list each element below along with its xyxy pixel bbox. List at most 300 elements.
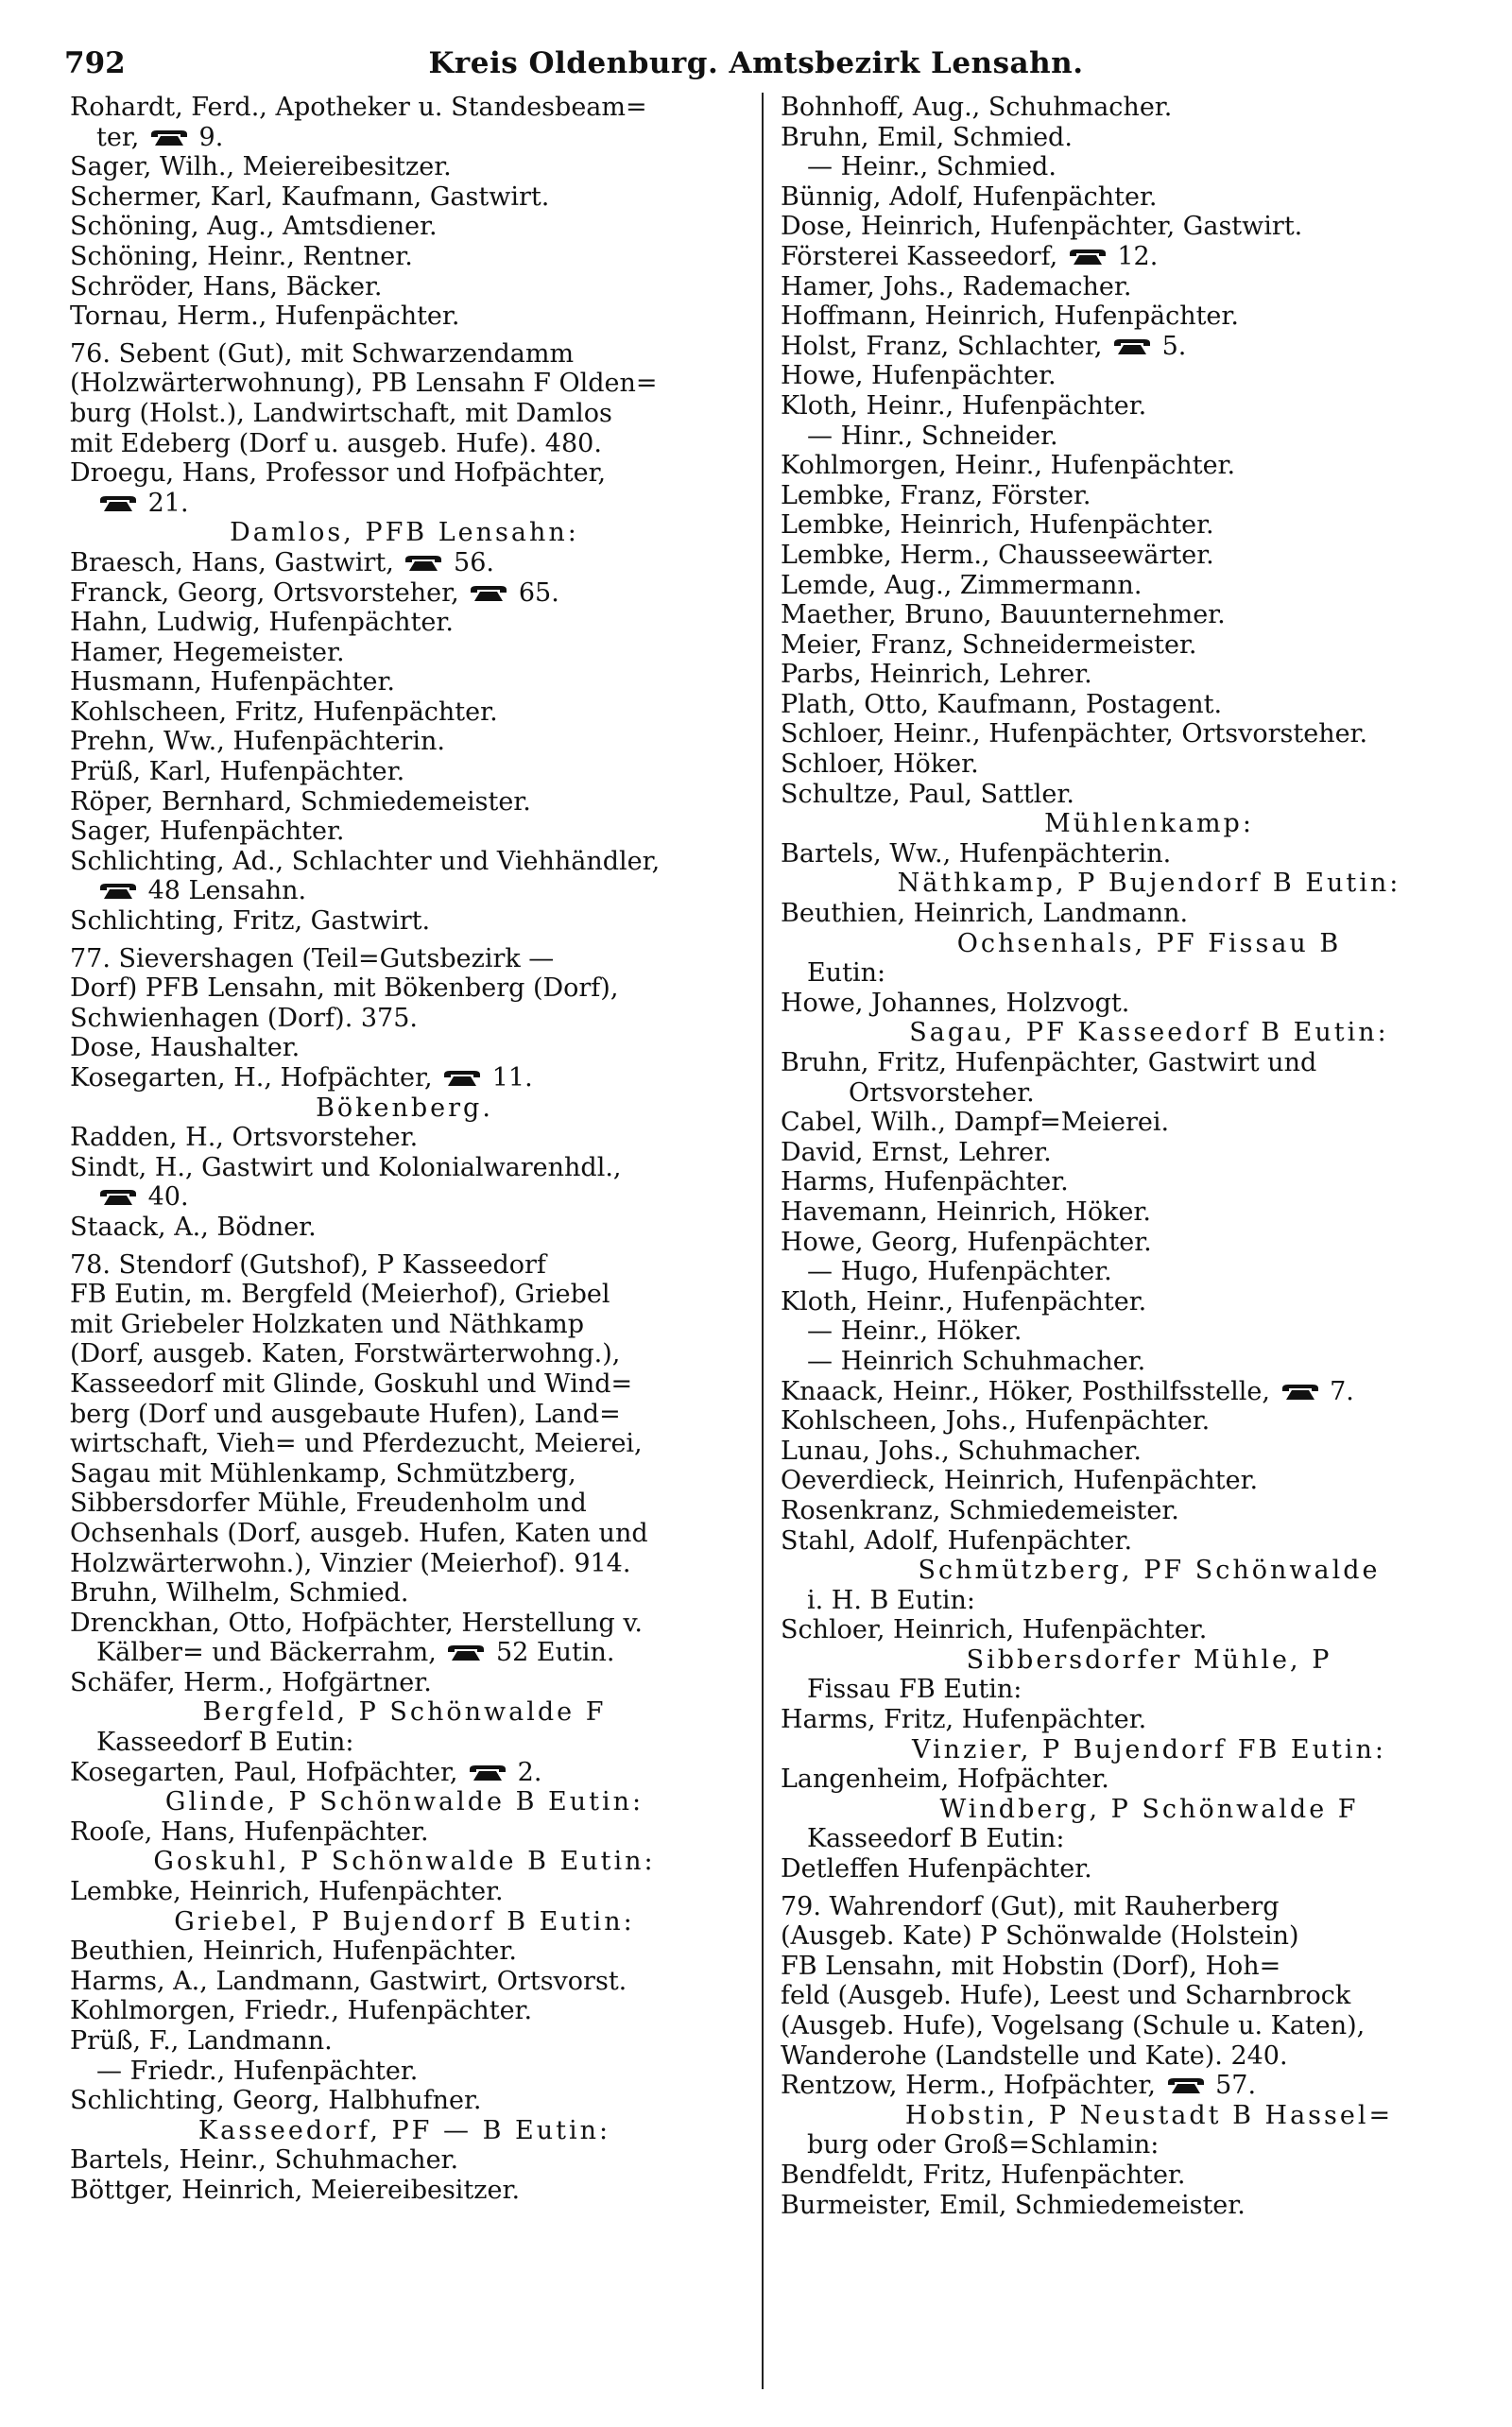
directory-line (70, 2176, 739, 2206)
telephone-icon (1068, 248, 1108, 267)
line-text: Sagau, PF Kasseedorf B Eutin: (909, 1018, 1389, 1048)
directory-line (70, 847, 739, 877)
line-text: Kohlscheen, Fritz, Hufenpächter. (70, 697, 498, 727)
directory-line (70, 1609, 739, 1639)
directory-line (781, 690, 1512, 720)
directory-line (781, 451, 1512, 481)
line-text: Schöning, Aug., Amtsdiener. (70, 212, 438, 242)
telephone-icon (469, 584, 508, 603)
directory-line (781, 2160, 1512, 2191)
directory-line (70, 301, 739, 332)
directory-line (70, 1668, 739, 1698)
line-text: Husmann, Hufenpächter. (70, 667, 395, 697)
directory-line (70, 1459, 739, 1489)
right-column (781, 93, 1512, 2399)
line-text: Rooſe, Hans, Hufenpächter. (70, 1816, 429, 1847)
line-text: (Ausgeb. Kate) P Schönwalde (Holstein) (781, 1921, 1299, 1952)
directory-line (70, 242, 739, 272)
line-text: Rentzow, Herm., Hofpächter, (781, 2071, 1164, 2101)
directory-line (781, 809, 1512, 839)
directory-line (781, 1854, 1512, 1885)
line-text: Radden, H., Ortsvorsteher. (70, 1123, 419, 1153)
directory-line (70, 757, 739, 787)
line-text: Schloer, Heinr., Hufenpächter, Ortsvorsteher. (781, 719, 1368, 749)
line-text: Fissau FB Eutin: (807, 1675, 1022, 1705)
line-text: Schloer, Heinrich, Hufenpächter. (781, 1615, 1208, 1645)
directory-line (781, 1795, 1512, 1825)
directory-line (70, 667, 739, 697)
line-text: 76. Sebent (Gut), mit Schwarzendamm (70, 338, 575, 369)
directory-line (70, 1213, 739, 1243)
directory-line (70, 2116, 739, 2146)
line-text: Glinde, P Schönwalde B Eutin: (164, 1787, 644, 1817)
directory-line (781, 1556, 1512, 1586)
telephone-icon (1166, 2076, 1206, 2095)
directory-line (781, 1108, 1512, 1138)
telephone-icon (149, 129, 189, 147)
line-text: Schlichting, Ad., Schlachter und Viehhändler, (70, 846, 661, 876)
directory-line (70, 1033, 739, 1063)
directory-line (781, 1167, 1512, 1197)
line-text: — Heinr., Schmied. (807, 152, 1057, 182)
directory-line (70, 1182, 739, 1213)
line-text: Sager, Hufenpächter. (70, 817, 345, 847)
line-text: Prehn, Ww., Hufenpächterin. (70, 727, 445, 757)
line-text: Bartels, Heinr., Schuhmacher. (70, 2145, 459, 2176)
line-text: Kloth, Heinr., Hufenpächter. (781, 1286, 1147, 1317)
line-text: Hoffmann, Heinrich, Hufenpächter. (781, 301, 1239, 332)
directory-line (70, 787, 739, 818)
line-text: Schermer, Karl, Kaufmann, Gastwirt. (70, 181, 550, 212)
line-text: Schloer, Höker. (781, 749, 979, 780)
line-text: Kohlscheen, Johs., Hufenpächter. (781, 1406, 1211, 1437)
directory-line (70, 973, 739, 1004)
line-text: Burmeister, Emil, Schmiedemeister. (781, 2190, 1246, 2220)
directory-line (781, 1675, 1512, 1705)
directory-line (781, 541, 1512, 571)
directory-line (781, 422, 1512, 452)
line-text: Howe, Hufenpächter. (781, 361, 1057, 391)
directory-line (781, 1437, 1512, 1467)
phone-number: 65. (510, 577, 559, 608)
page-number: 792 (64, 46, 126, 80)
directory-line (70, 152, 739, 182)
directory-line (70, 1877, 739, 1907)
line-text: Lunau, Johs., Schuhmacher. (781, 1436, 1142, 1466)
line-text: Bartels, Ww., Hufenpächterin. (781, 838, 1172, 869)
line-text: Lembke, Heinrich, Hufenpächter. (781, 510, 1214, 541)
line-text: Holst, Franz, Schlachter, (781, 331, 1111, 361)
directory-line (781, 1048, 1512, 1078)
line-text: Schröder, Hans, Bäcker. (70, 271, 383, 301)
line-text: Kosegarten, H., Hofpächter, (70, 1063, 441, 1093)
line-text: mit Edeberg (Dorf u. ausgeb. Hufe). 480. (70, 428, 602, 458)
directory-line (70, 182, 739, 213)
line-text: Bergfeld, P Schönwalde F (202, 1697, 607, 1728)
directory-line (781, 1406, 1512, 1437)
line-text: David, Ernst, Lehrer. (781, 1137, 1052, 1167)
directory-line (781, 1257, 1512, 1287)
line-text: Harms, Hufenpächter. (781, 1167, 1069, 1197)
line-text: Hamer, Johs., Rademacher. (781, 271, 1132, 301)
line-text: Kasseedorf, PF — B Eutin: (198, 2115, 611, 2145)
line-text: Damlos, PFB Lensahn: (230, 518, 579, 548)
line-text: (Dorf, ausgeb. Katen, Forstwärterwohng.), (70, 1339, 621, 1369)
directory-line (70, 876, 739, 906)
line-text: Rosenkranz, Schmiedemeister. (781, 1495, 1179, 1525)
directory-line (781, 1705, 1512, 1735)
directory-line (70, 458, 739, 489)
directory-line (781, 332, 1512, 362)
line-text: Kloth, Heinr., Hufenpächter. (781, 390, 1147, 421)
directory-line (781, 1586, 1512, 1616)
directory-line (781, 481, 1512, 511)
directory-line (70, 608, 739, 638)
line-text: Bendfeldt, Fritz, Hufenpächter. (781, 2160, 1186, 2190)
line-text: Oeverdieck, Heinrich, Hufenpächter. (781, 1466, 1259, 1496)
telephone-icon (1112, 337, 1152, 356)
directory-line (781, 780, 1512, 810)
line-text: Windberg, P Schönwalde F (939, 1794, 1359, 1824)
line-text: — Heinrich Schuhmacher. (807, 1346, 1146, 1376)
line-text: Drenckhan, Otto, Hofpächter, Herstellung v. (70, 1608, 643, 1638)
line-text: (Ausgeb. Hufe), Vogelsang (Schule u. Katen), (781, 2011, 1366, 2040)
directory-line (70, 1967, 739, 1997)
directory-line (70, 906, 739, 937)
line-text: Schöning, Heinr., Rentner. (70, 241, 413, 271)
directory-line (781, 2011, 1512, 2041)
directory-line (781, 989, 1512, 1019)
directory-line (781, 1645, 1512, 1676)
line-text: Lemde, Aug., Zimmermann. (781, 570, 1143, 600)
directory-line (70, 1519, 739, 1549)
line-text: Beuthien, Heinrich, Landmann. (781, 899, 1189, 929)
telephone-icon (404, 554, 443, 573)
directory-line (70, 2057, 739, 2087)
directory-line (70, 123, 739, 153)
directory-line (70, 272, 739, 302)
line-text: Böttger, Heinrich, Meiereibesitzer. (70, 2175, 521, 2205)
telephone-icon (468, 1764, 507, 1782)
page-header (60, 34, 1452, 93)
directory-line (70, 1489, 739, 1519)
line-text: Havemann, Heinrich, Höker. (781, 1196, 1151, 1227)
line-text: Bünnig, Adolf, Hufenpächter. (781, 181, 1158, 212)
directory-line (781, 1824, 1512, 1854)
phone-number: 48 Lensahn. (140, 876, 307, 906)
line-text: Meier, Franz, Schneidermeister. (781, 629, 1197, 660)
line-text: wirtschaft, Vieh= und Pferdezucht, Meierei, (70, 1429, 643, 1459)
directory-line (70, 1549, 739, 1579)
directory-line (70, 1907, 739, 1937)
line-text: Bohnhoff, Aug., Schuhmacher. (781, 93, 1173, 122)
directory-line (781, 2041, 1512, 2072)
line-text: Lembke, Heinrich, Hufenpächter. (70, 1877, 504, 1907)
directory-line (781, 1735, 1512, 1765)
directory-line (70, 1063, 739, 1093)
directory-line (781, 212, 1512, 242)
line-text: Kasseedorf mit Glinde, Goskuhl und Wind= (70, 1368, 633, 1399)
line-text: Maether, Bruno, Bauunternehmer. (781, 600, 1226, 630)
directory-line (781, 719, 1512, 749)
line-text: 78. Stendorf (Gutshof), P Kasseedorf (70, 1249, 546, 1280)
line-text: Franck, Georg, Ortsvorsteher, (70, 577, 468, 608)
directory-line (70, 2026, 739, 2057)
directory-line (70, 2086, 739, 2116)
phone-number: 57. (1207, 2071, 1257, 2101)
line-text: Wanderohe (Landstelle und Kate). 240. (781, 2040, 1288, 2071)
line-text: Droegu, Hans, Professor und Hofpächter, (70, 458, 607, 489)
line-text: Näthkamp, P Bujendorf B Eutin: (897, 869, 1401, 899)
directory-line (70, 1369, 739, 1400)
line-text: mit Griebeler Holzkaten und Näthkamp (70, 1309, 584, 1339)
line-text: Sager, Wilh., Meiereibesitzer. (70, 152, 452, 182)
phone-number: 21. (140, 488, 189, 518)
line-text: ter, (96, 122, 147, 152)
directory-line (70, 339, 739, 370)
line-text: Ochsenhals, PF Fissau B (956, 928, 1342, 958)
directory-line (781, 1466, 1512, 1496)
line-text: Goskuhl, P Schönwalde B Eutin: (153, 1847, 656, 1877)
directory-line (781, 1526, 1512, 1557)
phone-number: 9. (190, 122, 224, 152)
line-text: Schultze, Paul, Sattler. (781, 779, 1074, 809)
line-text: i. H. B Eutin: (807, 1585, 976, 1615)
directory-line (70, 1280, 739, 1310)
directory-line (70, 578, 739, 609)
line-text: Plath, Otto, Kaufmann, Postagent. (781, 689, 1223, 719)
line-text: Stahl, Adolf, Hufenpächter. (781, 1525, 1133, 1556)
text-columns (60, 93, 1452, 2399)
directory-line (70, 93, 739, 123)
line-text: Mühlenkamp: (1044, 809, 1254, 839)
line-text: Schäfer, Herm., Hofgärtner. (70, 1667, 432, 1697)
directory-line (781, 123, 1512, 153)
directory-line (781, 1892, 1512, 1922)
line-text: Schmützberg, PF Schönwalde (918, 1556, 1381, 1586)
directory-line (70, 489, 739, 519)
directory-line (781, 869, 1512, 899)
directory-line (781, 749, 1512, 780)
line-text: Sagau mit Mühlenkamp, Schmützberg, (70, 1458, 576, 1489)
directory-line (70, 727, 739, 757)
directory-line (781, 2130, 1512, 2160)
line-text: Kohlmorgen, Friedr., Hufenpächter. (70, 1996, 533, 2026)
directory-line (781, 1197, 1512, 1228)
directory-line (781, 839, 1512, 869)
telephone-icon (98, 882, 138, 901)
directory-line (781, 1287, 1512, 1317)
directory-line (70, 1847, 739, 1877)
directory-line (781, 1615, 1512, 1645)
directory-line (781, 600, 1512, 630)
directory-line (781, 272, 1512, 302)
directory-line (781, 93, 1512, 123)
line-text: Schlichting, Fritz, Gastwirt. (70, 906, 431, 937)
telephone-icon (442, 1069, 482, 1088)
line-text: Harms, Fritz, Hufenpächter. (781, 1705, 1147, 1735)
line-text: Braesch, Hans, Gastwirt, (70, 547, 403, 577)
directory-line (70, 1996, 739, 2026)
line-text: Prüß, Karl, Hufenpächter. (70, 757, 405, 787)
directory-line (781, 242, 1512, 272)
line-text: Staack, A., Bödner. (70, 1212, 317, 1242)
line-text: burg oder Groß=Schlamin: (807, 2130, 1160, 2160)
phone-number: 7. (1321, 1376, 1354, 1406)
line-text: — Hinr., Schneider. (807, 421, 1058, 451)
directory-line (781, 571, 1512, 601)
line-text: berg (Dorf und ausgebaute Hufen), Land= (70, 1399, 621, 1429)
directory-line (781, 899, 1512, 929)
directory-line (70, 1578, 739, 1609)
line-text: — Heinr., Höker. (807, 1317, 1022, 1347)
directory-line (70, 212, 739, 242)
directory-line (781, 2191, 1512, 2221)
line-text: Vinzier, P Bujendorf FB Eutin: (912, 1734, 1386, 1764)
directory-line (70, 1004, 739, 1034)
phone-number: 56. (445, 547, 494, 577)
directory-line (781, 630, 1512, 661)
line-text: Sibbersdorfer Mühle, Freudenholm und (70, 1489, 587, 1519)
line-text: Bökenberg. (316, 1093, 493, 1123)
directory-line (781, 1228, 1512, 1258)
line-text: feld (Ausgeb. Hufe), Leest und Scharnbrock (781, 1981, 1351, 2011)
line-text: 79. Wahrendorf (Gut), mit Rauherberg (781, 1891, 1280, 1921)
directory-line (781, 1764, 1512, 1795)
line-text: Kasseedorf B Eutin: (96, 1728, 354, 1758)
line-text: Hahn, Ludwig, Hufenpächter. (70, 608, 454, 638)
directory-line (781, 1317, 1512, 1347)
line-text: Harms, A., Landmann, Gastwirt, Ortsvorst. (70, 1966, 627, 1996)
phone-number: 5. (1154, 331, 1187, 361)
directory-line (70, 1936, 739, 1967)
directory-line (70, 1310, 739, 1340)
line-text: Lembke, Franz, Förster. (781, 480, 1091, 510)
directory-line (70, 1429, 739, 1459)
line-text: Howe, Georg, Hufenpächter. (781, 1227, 1152, 1257)
directory-line (781, 1018, 1512, 1048)
directory-line (781, 660, 1512, 690)
line-text: Sindt, H., Gastwirt und Kolonialwarenhdl., (70, 1152, 622, 1182)
phone-number: 2. (509, 1757, 542, 1787)
phone-number: 52 Eutin. (488, 1638, 615, 1668)
directory-line (781, 391, 1512, 422)
directory-line (70, 369, 739, 399)
directory-line (70, 1638, 739, 1668)
phone-number: 11. (484, 1063, 533, 1093)
directory-line (70, 1250, 739, 1281)
line-text: Försterei Kasseedorf, (781, 241, 1066, 271)
line-text: Lembke, Herm., Chausseewärter. (781, 540, 1214, 570)
directory-line (70, 518, 739, 548)
directory-line (70, 1153, 739, 1183)
line-text: Kasseedorf B Eutin: (807, 1824, 1065, 1854)
directory-line (70, 1817, 739, 1848)
line-text: Beuthien, Heinrich, Hufenpächter. (70, 1936, 517, 1967)
line-text: Kosegarten, Paul, Hofpächter, (70, 1757, 467, 1787)
line-text: Kohlmorgen, Heinr., Hufenpächter. (781, 451, 1236, 481)
directory-line (781, 1981, 1512, 2011)
line-text: Holzwärterwohn.), Vinzier (Meierhof). 914. (70, 1548, 631, 1578)
directory-line (781, 182, 1512, 213)
directory-line (70, 697, 739, 728)
line-text: Hamer, Hegemeister. (70, 637, 345, 667)
phone-number: 40. (140, 1182, 189, 1213)
directory-line (70, 1400, 739, 1430)
directory-line (781, 1377, 1512, 1407)
directory-line (70, 638, 739, 668)
line-text: Langenheim, Hofpächter. (781, 1764, 1109, 1795)
line-text: Dose, Haushalter. (70, 1033, 301, 1063)
line-text: Detleffen Hufenpächter. (781, 1854, 1092, 1885)
directory-line (70, 429, 739, 459)
line-text: Dorf) PFB Lensahn, mit Bökenberg (Dorf), (70, 973, 619, 1004)
directory-line (781, 1921, 1512, 1952)
line-text: Ochsenhals (Dorf, ausgeb. Hufen, Katen und (70, 1518, 648, 1548)
directory-line (70, 1728, 739, 1758)
directory-line (781, 1078, 1512, 1109)
line-text: Hobstin, P Neustadt B Hassel= (904, 2100, 1394, 2130)
line-text: burg (Holst.), Landwirtschaft, mit Damlos (70, 398, 612, 428)
telephone-icon (1280, 1383, 1320, 1402)
left-column (70, 93, 739, 2399)
line-text: Knaack, Heinr., Höker, Posthilfsstelle, (781, 1376, 1279, 1406)
telephone-icon (98, 1188, 138, 1207)
line-text: Howe, Johannes, Holzvogt. (781, 988, 1130, 1018)
directory-line (70, 2145, 739, 2176)
line-text: FB Eutin, m. Bergfeld (Meierhof), Griebel (70, 1280, 610, 1310)
directory-line (70, 1123, 739, 1153)
line-text: Sibbersdorfer Mühle, P (966, 1644, 1332, 1675)
directory-line (70, 817, 739, 847)
line-text: Ortsvorsteher. (849, 1077, 1035, 1108)
line-text: Griebel, P Bujendorf B Eutin: (174, 1906, 635, 1936)
line-text: Cabel, Wilh., Dampf=Meierei. (781, 1108, 1170, 1138)
line-text: — Friedr., Hufenpächter. (96, 2056, 419, 2086)
phone-number: 12. (1108, 241, 1159, 271)
directory-line (781, 929, 1512, 959)
telephone-icon (98, 494, 138, 513)
line-text: Schlichting, Georg, Halbhufner. (70, 2086, 482, 2116)
directory-line (781, 1138, 1512, 1168)
directory-line (781, 1496, 1512, 1526)
page-title: Kreis Oldenburg. Amtsbezirk Lensahn. (428, 46, 1084, 80)
line-text: Prüß, F., Landmann. (70, 2026, 333, 2056)
directory-line (70, 1093, 739, 1124)
directory-line (781, 1347, 1512, 1377)
telephone-icon (446, 1644, 486, 1662)
line-text: Rohardt, Ferd., Apotheker u. Standesbeam= (70, 93, 647, 122)
line-text: Bruhn, Fritz, Hufenpächter, Gastwirt und (781, 1048, 1317, 1077)
line-text: Tornau, Herm., Hufenpächter. (70, 301, 460, 332)
directory-line (70, 1697, 739, 1728)
line-text: Dose, Heinrich, Hufenpächter, Gastwirt. (781, 212, 1303, 242)
directory-line (70, 1339, 739, 1369)
line-text: FB Lensahn, mit Hobstin (Dorf), Hoh= (781, 1951, 1281, 1981)
directory-line (70, 1787, 739, 1817)
directory-line (70, 399, 739, 429)
line-text: (Holzwärterwohnung), PB Lensahn F Olden= (70, 369, 658, 399)
directory-line (70, 944, 739, 974)
line-text: Röper, Bernhard, Schmiedemeister. (70, 786, 531, 817)
line-text: Schwienhagen (Dorf). 375. (70, 1003, 418, 1033)
directory-line (781, 301, 1512, 332)
directory-line (70, 548, 739, 578)
line-text: Bruhn, Emil, Schmied. (781, 122, 1073, 152)
line-text: 77. Sievershagen (Teil=Gutsbezirk — (70, 943, 555, 973)
directory-line (781, 958, 1512, 989)
directory-line (781, 152, 1512, 182)
